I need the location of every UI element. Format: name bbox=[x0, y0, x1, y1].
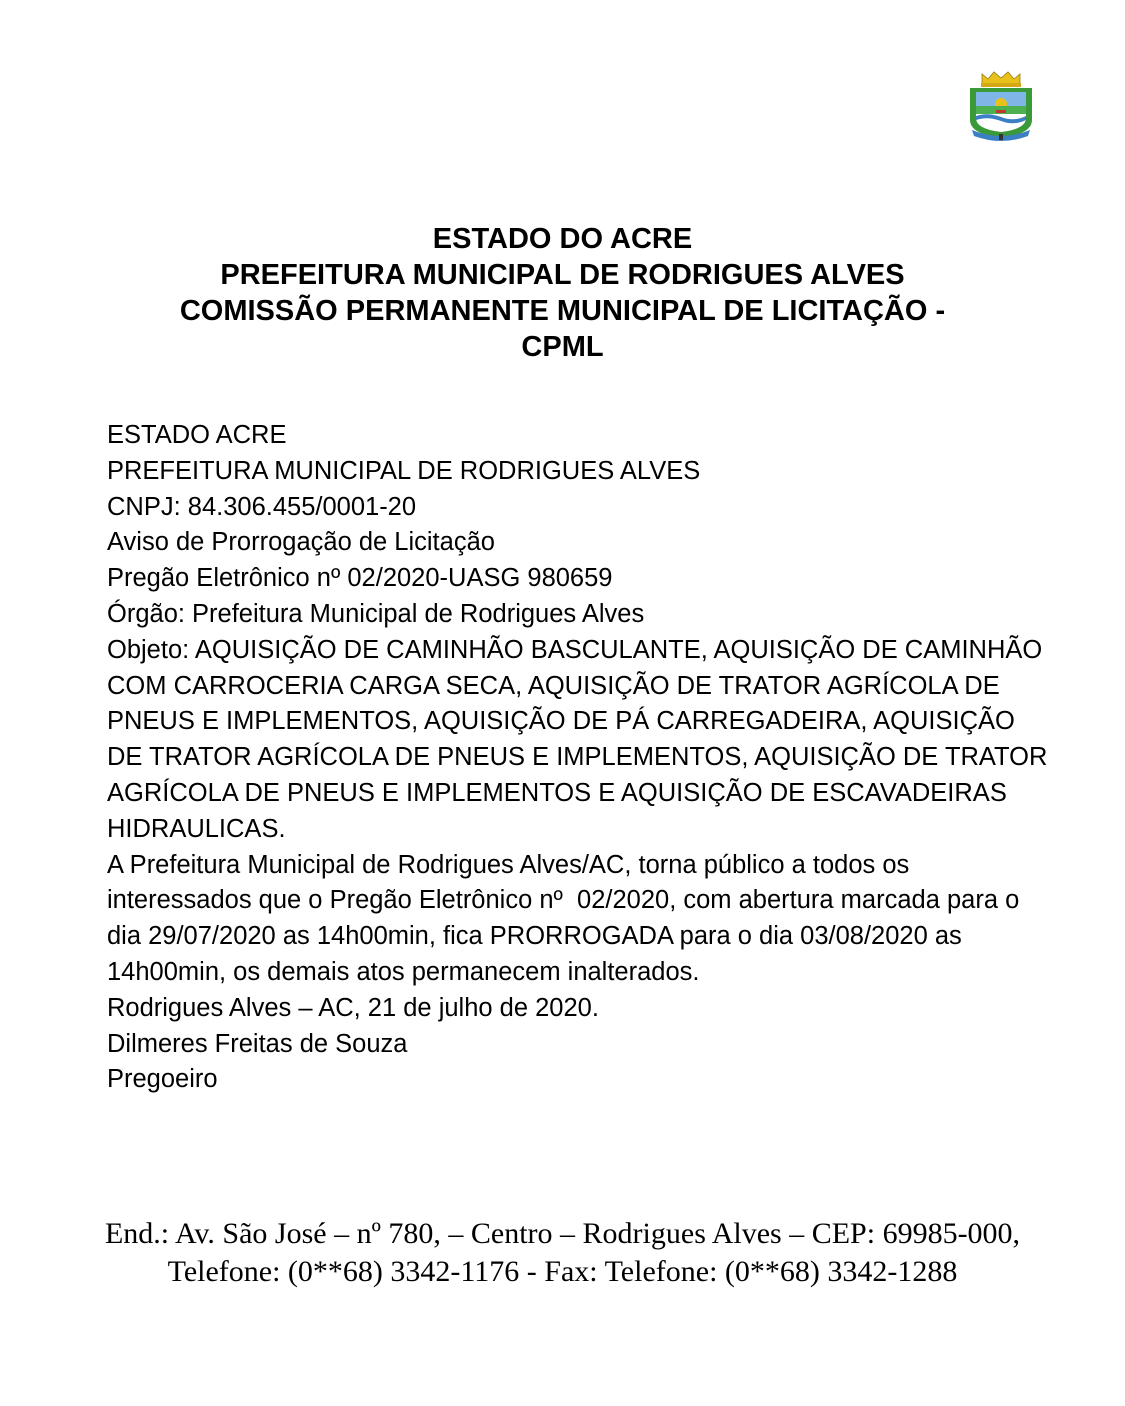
header-state: ESTADO DO ACRE bbox=[432, 223, 693, 255]
municipal-coat-of-arms-icon bbox=[966, 70, 1036, 142]
notice-pregao: Pregão Eletrônico nº 02/2020-UASG 980659 bbox=[107, 564, 613, 593]
notice-role: Pregoeiro bbox=[107, 1065, 218, 1094]
document-footer bbox=[40, 1215, 1085, 1291]
notice-place-date: Rodrigues Alves – AC, 21 de julho de 2020. bbox=[107, 993, 599, 1022]
notice-state: ESTADO ACRE bbox=[107, 421, 287, 449]
header-commission: COMISSÃO PERMANENTE MUNICIPAL DE LICITAÇÃO - bbox=[179, 295, 946, 327]
notice-prefecture: PREFEITURA MUNICIPAL DE RODRIGUES ALVES bbox=[107, 456, 701, 485]
notice-objeto: Objeto: AQUISIÇÃO DE CAMINHÃO BASCULANTE, AQUISIÇÃO DE CAMINHÃO COM CARROCERIA CARGA SECA, AQUISIÇÃO DE TRATOR AGRÍCOLA DE PNEUS E IMPLEMENTOS, AQUISIÇÃO DE PÁ CARREGADEIRA, AQUISIÇÃO DE TRATOR AGRÍCOLA DE PNEUS E IMPLEMENTOS, AQUISIÇÃO DE TRATOR AGRÍCOLA DE PNEUS E IMPLEMENTOS E AQUISIÇÃO DE ESCAVADEIRAS HIDRAULICAS. bbox=[107, 635, 1054, 843]
notice-signatory: Dilmeres Freitas de Souza bbox=[107, 1029, 408, 1058]
notice-orgao: Órgão: Prefeitura Municipal de Rodrigues Alves bbox=[107, 599, 645, 628]
footer-phone: Telefone: (0**68) 3342-1176 - Fax: Telefone: (0**68) 3342-1288 bbox=[167, 1255, 958, 1288]
notice-announcement: A Prefeitura Municipal de Rodrigues Alves/AC, torna público a todos os interessados que o Pregão Eletrônico nº 02/2020, com abertura marcada para o dia 29/07/2020 as 14h00min, fica PRORROGADA para o dia 03/08/2020 as 14h00min, os demais atos permanecem inalterados. bbox=[107, 850, 1027, 986]
notice-body bbox=[107, 418, 1052, 1098]
header-prefecture: PREFEITURA MUNICIPAL DE RODRIGUES ALVES bbox=[220, 259, 905, 291]
document-header bbox=[60, 221, 1065, 365]
footer-address: End.: Av. São José – nº 780, – Centro – Rodrigues Alves – CEP: 69985-000, bbox=[104, 1217, 1021, 1250]
notice-title: Aviso de Prorrogação de Licitação bbox=[107, 528, 495, 557]
header-commission-acronym: CPML bbox=[521, 331, 604, 363]
notice-cnpj: CNPJ: 84.306.455/0001-20 bbox=[107, 492, 417, 521]
